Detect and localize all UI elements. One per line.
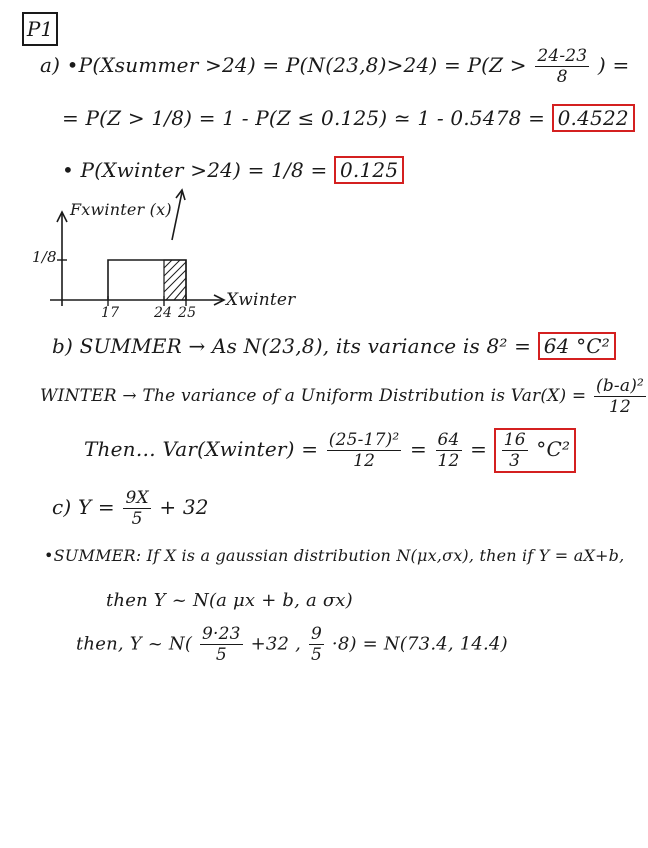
graph-x-label: Xwinter [226,290,296,310]
part-c-line-1-end: + 32 [159,495,209,519]
fraction-denominator: 8 [556,67,568,87]
part-b-variance-fraction [594,376,646,417]
part-c-fraction [123,488,150,529]
fraction-denominator: 5 [215,645,227,665]
problem-label: P1 [22,12,58,46]
fraction-denominator: 5 [310,645,322,665]
part-b-line-1-text: b) SUMMER → As N(23,8), its variance is 8² = [52,334,532,358]
fraction-numerator: (b-a)² [596,376,645,396]
part-a-line-2-text: = P(Z > 1/8) = 1 - P(Z ≤ 0.125) ≃ 1 - 0.5478 = [62,106,546,130]
fraction-numerator: 24-23 [537,46,588,66]
part-a-line-1-end: ) = [597,53,630,77]
fraction-denominator: 5 [131,509,143,529]
part-c-line-4 [76,624,508,665]
graph-x-tick-label-25: 25 [178,305,197,321]
shaded-hatching [164,260,186,300]
graph-x-tick-label-17: 17 [101,305,120,321]
part-b-fraction-2 [436,430,462,471]
pointer-arrow-line [172,192,182,240]
fraction-numerator: 64 [437,430,460,450]
fraction-numerator: 9X [125,488,149,508]
fraction-numerator: 16 [503,430,526,450]
graph-y-label: Fxwinter (x) [70,200,172,219]
part-c-line-4-start: then, Y ~ N( [76,633,193,655]
answer-box-b2 [494,428,577,473]
answer-box-a1: 0.4522 [552,104,635,132]
answer-fraction [502,430,528,471]
part-b-fraction-1 [327,430,402,471]
part-c-line-4-mid: +32 , [250,633,302,655]
fraction-denominator: 12 [353,451,376,471]
fraction-numerator: 9·23 [202,624,241,644]
part-b-line-3: Then… Var(Xwinter) = $\frac{\text{(25-17)²}}{12}$ = $\frac{64}{12}$ = $\frac{16}{3}$ °C² [84,428,576,473]
fraction-numerator: 9 [310,624,322,644]
fraction-denominator: 3 [509,451,521,471]
part-b-line-3-text: Then… Var(Xwinter) = [84,437,319,461]
part-a-line-1-text: a) •P(Xsummer >24) = P(N(23,8)>24) = P(Z > [40,53,527,77]
graph-x-tick-label-24: 24 [154,305,173,321]
answer-box-a2: 0.125 [334,156,404,184]
part-b-line-2 [40,376,648,417]
answer-unit: °C² [536,437,571,461]
part-a-line-3-text: • P(Xwinter >24) = 1/8 = [62,158,328,182]
part-c-fraction-2 [309,624,324,665]
part-c-line-1-text: c) Y = [52,495,115,519]
part-c-line-3: then Y ~ N(a μx + b, a σx) [106,590,353,611]
graph-y-tick-label: 1/8 [32,248,57,266]
part-b-line-1 [52,334,616,358]
fraction-denominator: 12 [437,451,460,471]
part-c-line-2: •SUMMER: If X is a gaussian distribution N(μx,σx), then if Y = aX+b, [44,546,625,565]
part-c-line-1 [52,488,209,529]
answer-box-b1: 64 °C² [538,332,616,360]
fraction-denominator: 12 [609,397,632,417]
part-c-line-4-end: ·8) = N(73.4, 14.4) [331,633,508,655]
part-b-line-2-text: WINTER → The variance of a Uniform Distribution is Var(X) = [40,386,587,406]
part-c-fraction-1 [200,624,243,665]
fraction-numerator: (25-17)² [328,430,400,450]
